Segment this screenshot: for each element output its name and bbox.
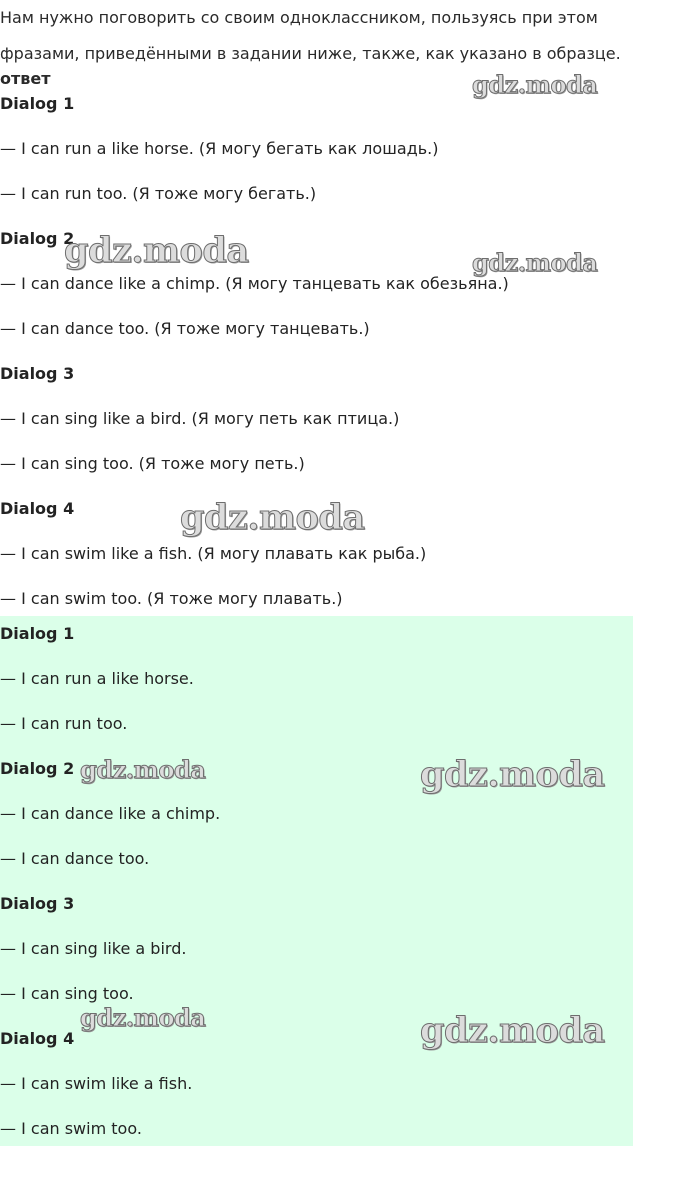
answer-dialog-2-title: Dialog 2: [0, 759, 75, 778]
dialog-3-title: Dialog 3: [0, 364, 75, 383]
watermark-logo: gdz.moda: [472, 70, 598, 99]
watermark-logo: gdz.moda: [64, 230, 249, 271]
answer-dialog-1-title: Dialog 1: [0, 624, 75, 643]
dialog-4-line-2: — I can swim too. (Я тоже могу плавать.): [0, 589, 343, 608]
task-description: Нам нужно поговорить со своим одноклассником, пользуясь при этом фразами, приведёнными в задании ниже, также, как указано в образце.: [0, 8, 621, 63]
dialog-2-line-1: — I can dance like a chimp. (Я могу танцевать как обезьяна.): [0, 274, 509, 293]
answer-dialog-4-title: Dialog 4: [0, 1029, 75, 1048]
watermark-logo: gdz.moda: [180, 497, 365, 538]
cut-off-label: ответ: [0, 69, 51, 88]
dialog-1-line-2: — I can run too. (Я тоже могу бегать.): [0, 184, 317, 203]
watermark-logo: gdz.moda: [420, 1010, 605, 1051]
dialog-3-line-2: — I can sing too. (Я тоже могу петь.): [0, 454, 305, 473]
dialog-2-line-2: — I can dance too. (Я тоже могу танцевать.): [0, 319, 370, 338]
answer-dialog-4-line-2: — I can swim too.: [0, 1119, 142, 1138]
dialog-3-line-1: — I can sing like a bird. (Я могу петь как птица.): [0, 409, 400, 428]
dialog-4-title: Dialog 4: [0, 499, 75, 518]
answer-dialog-3-line-1: — I can sing like a bird.: [0, 939, 187, 958]
dialog-1-title: Dialog 1: [0, 94, 75, 113]
answer-dialog-3-title: Dialog 3: [0, 894, 75, 913]
answer-block: [0, 616, 633, 1146]
watermark-logo: gdz.moda: [420, 754, 605, 795]
answer-dialog-1-line-1: — I can run a like horse.: [0, 669, 194, 688]
answer-dialog-1-line-2: — I can run too.: [0, 714, 128, 733]
answer-dialog-4-line-1: — I can swim like a fish.: [0, 1074, 193, 1093]
dialog-4-line-1: — I can swim like a fish. (Я могу плавать как рыба.): [0, 544, 427, 563]
watermark-logo: gdz.moda: [472, 248, 598, 277]
watermark-logo: gdz.moda: [80, 755, 206, 784]
answer-dialog-3-line-2: — I can sing too.: [0, 984, 134, 1003]
dialog-2-title: Dialog 2: [0, 229, 75, 248]
answer-dialog-2-line-2: — I can dance too.: [0, 849, 150, 868]
dialog-1-line-1: — I can run a like horse. (Я могу бегать как лошадь.): [0, 139, 439, 158]
watermark-logo: gdz.moda: [80, 1003, 206, 1032]
answer-dialog-2-line-1: — I can dance like a chimp.: [0, 804, 221, 823]
